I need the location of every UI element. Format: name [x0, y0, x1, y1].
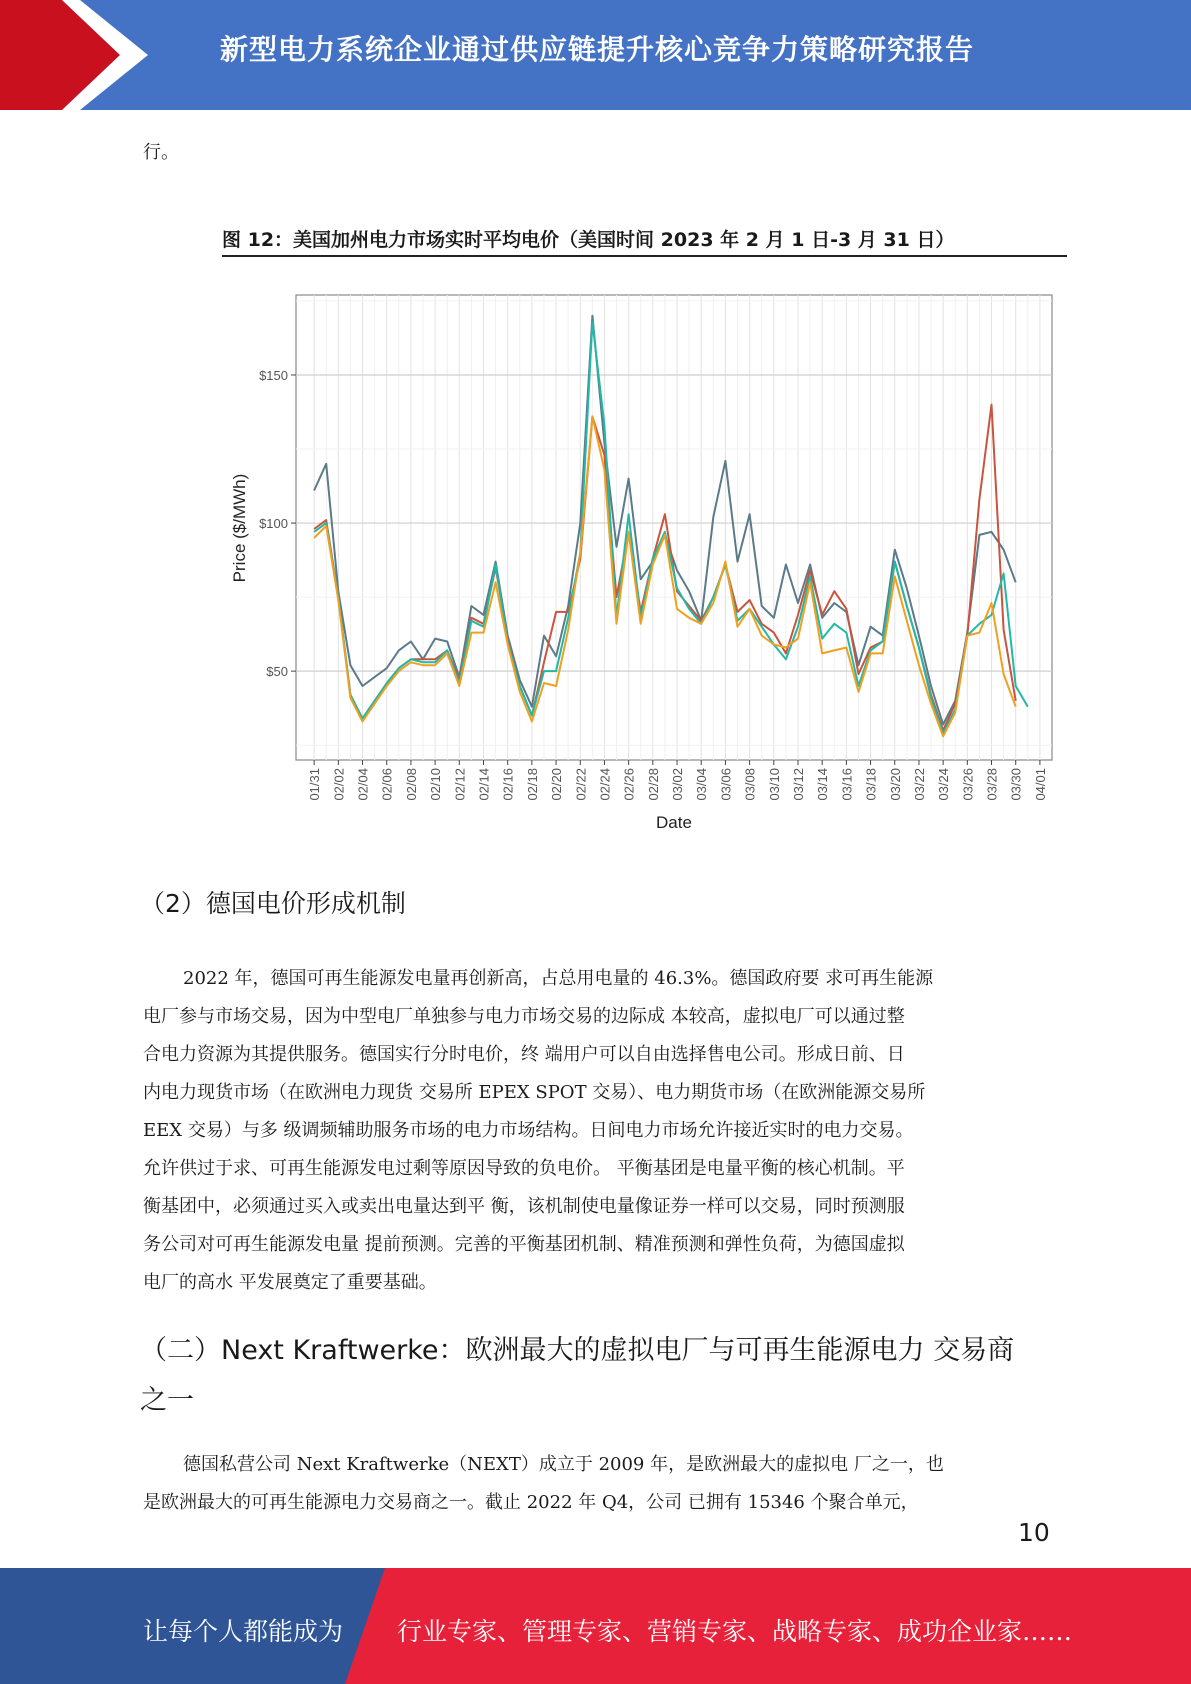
x-tick-label: 02/18 — [524, 768, 540, 801]
x-tick-label: 03/14 — [815, 768, 831, 801]
x-tick-label: 03/26 — [960, 768, 976, 801]
x-tick-label: 01/31 — [307, 768, 323, 801]
paragraph-line: EEX 交易）与多 级调频辅助服务市场的电力市场结构。日间电力市场允许接近实时的电力交易。 — [143, 1120, 914, 1141]
plot-area — [296, 295, 1052, 760]
x-tick-label: 03/22 — [911, 768, 927, 801]
next-kraftwerke-paragraph — [143, 1446, 1048, 1522]
section-heading-germany: （2）德国电价形成机制 — [140, 889, 406, 918]
heading-line: 之一 — [140, 1385, 194, 1416]
x-tick-label: 03/24 — [936, 768, 952, 801]
footer-left-text: 让每个人都能成为 — [143, 1617, 344, 1646]
x-tick-label: 03/30 — [1008, 768, 1024, 801]
x-tick-label: 03/20 — [887, 768, 903, 801]
x-tick-label: 03/28 — [984, 768, 1000, 801]
x-tick-label: 03/12 — [790, 768, 806, 801]
x-tick-label: 02/16 — [500, 768, 516, 801]
x-tick-label: 02/04 — [355, 768, 371, 801]
x-tick-label: 02/24 — [597, 768, 613, 801]
figure-title: 图 12：美国加州电力市场实时平均电价（美国时间 2023 年 2 月 1 日-3 月 31 日） — [222, 225, 1067, 257]
germany-paragraph — [143, 960, 1048, 1302]
x-tick-label: 02/12 — [452, 768, 468, 801]
x-tick-label: 03/06 — [718, 768, 734, 801]
x-tick-label: 02/10 — [428, 768, 444, 801]
y-tick-label: $100 — [259, 516, 288, 532]
x-tick-label: 02/06 — [379, 768, 395, 801]
x-tick-label: 02/22 — [573, 768, 589, 801]
paragraph-line: 德国私营公司 Next Kraftwerke（NEXT）成立于 2009 年，是欧洲最大的虚拟电 厂之一，也 — [183, 1454, 944, 1475]
x-tick-label: 03/08 — [742, 768, 758, 801]
y-tick-label: $150 — [259, 367, 288, 383]
footer-right-text: 行业专家、管理专家、营销专家、战略专家、成功企业家…… — [397, 1617, 1073, 1646]
y-axis-ticks — [259, 368, 296, 679]
x-tick-label: 02/26 — [621, 768, 637, 801]
paragraph-line: 是欧洲最大的可再生能源电力交易商之一。截止 2022 年 Q4，公司 已拥有 15346 个聚合单元， — [143, 1492, 919, 1513]
x-tick-label: 02/14 — [476, 768, 492, 801]
paragraph-line: 电厂参与市场交易，因为中型电厂单独参与电力市场交易的边际成 本较高，虚拟电厂可以通过整 — [143, 1006, 905, 1027]
header-title: 新型电力系统企业通过供应链提升核心竞争力策略研究报告 — [220, 33, 975, 66]
y-tick-label: $50 — [266, 664, 288, 680]
page-number: 10 — [1018, 1518, 1050, 1547]
x-tick-label: 02/02 — [331, 768, 347, 801]
paragraph-line: 合电力资源为其提供服务。德国实行分时电价，终 端用户可以自由选择售电公司。形成日前、日 — [143, 1044, 905, 1065]
x-tick-label: 02/08 — [403, 768, 419, 801]
x-axis-label: Date — [656, 813, 692, 832]
x-tick-label: 03/18 — [863, 768, 879, 801]
paragraph-line: 务公司对可再生能源发电量 提前预测。完善的平衡基团机制、精准预测和弹性负荷，为德国虚拟 — [143, 1234, 905, 1255]
y-axis-label: Price ($/MWh) — [230, 473, 249, 583]
heading-line: （二）Next Kraftwerke：欧洲最大的虚拟电厂与可再生能源电力 交易商 — [140, 1335, 1015, 1366]
x-tick-label: 03/16 — [839, 768, 855, 801]
x-tick-label: 03/04 — [694, 768, 710, 801]
x-tick-label: 03/02 — [670, 768, 686, 801]
paragraph-line: 电厂的高水 平发展奠定了重要基础。 — [143, 1272, 437, 1293]
paragraph-line: 衡基团中，必须通过买入或卖出电量达到平 衡，该机制使电量像证券一样可以交易，同时预测服 — [143, 1196, 905, 1217]
paragraph-line: 允许供过于求、可再生能源发电过剩等原因导致的负电价。 平衡基团是电量平衡的核心机制。平 — [143, 1158, 905, 1179]
paragraph-line: 内电力现货市场（在欧洲电力现货 交易所 EPEX SPOT 交易）、电力期货市场（在欧洲能源交易所 — [143, 1082, 926, 1103]
x-tick-label: 03/10 — [766, 768, 782, 801]
paragraph-line: 2022 年，德国可再生能源发电量再创新高，占总用电量的 46.3%。德国政府要 求可再生能源 — [183, 968, 934, 989]
section-heading-next-kraftwerke — [140, 1326, 1050, 1426]
x-tick-label: 02/20 — [549, 768, 565, 801]
x-tick-label: 04/01 — [1032, 768, 1048, 801]
x-axis-ticks — [307, 760, 1048, 801]
intro-text: 行。 — [143, 142, 179, 163]
header-arrow-icon — [0, 0, 160, 110]
x-tick-label: 02/28 — [645, 768, 661, 801]
price-line-chart — [220, 280, 1070, 840]
